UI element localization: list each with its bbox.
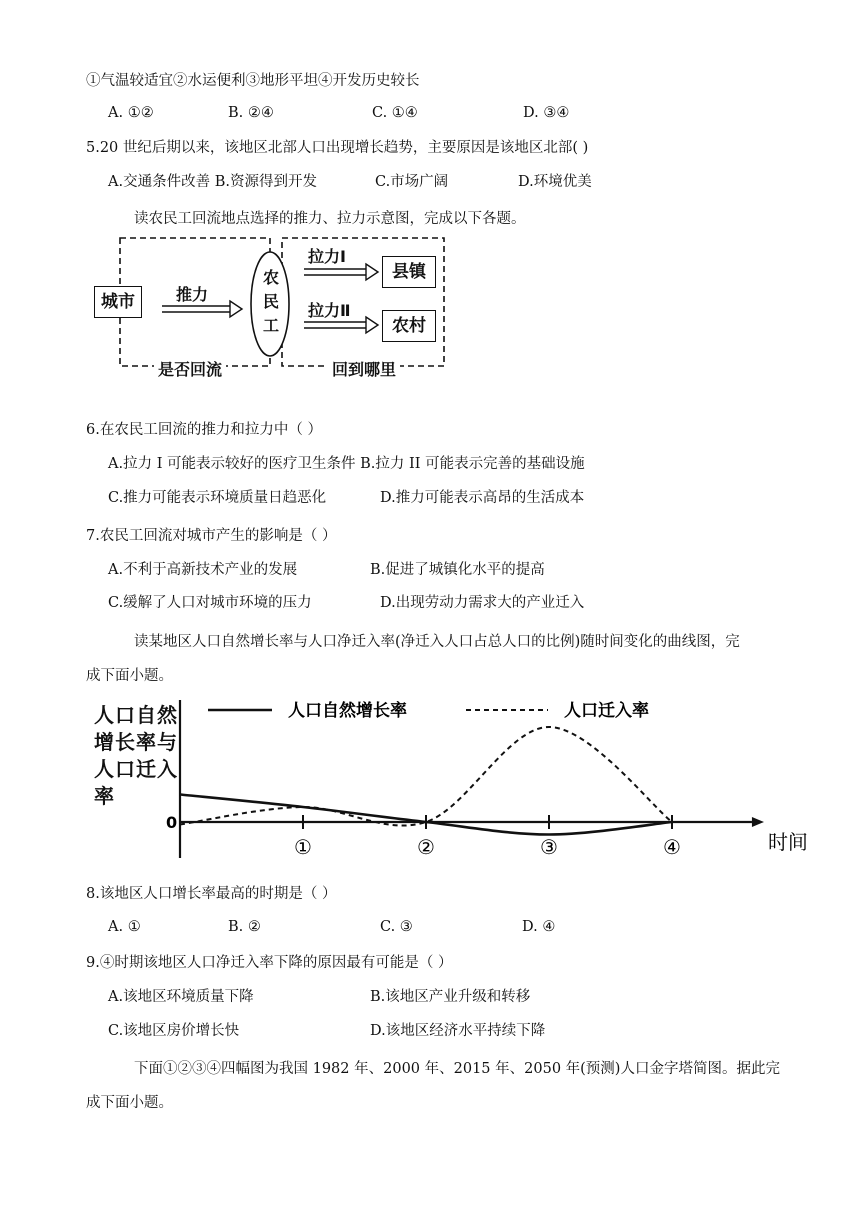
- q6-option-c[interactable]: C.推力可能表示环境质量日趋恶化: [108, 490, 327, 506]
- q9-option-a[interactable]: A.该地区环境质量下降: [108, 989, 254, 1005]
- flow-diagram: [90, 236, 450, 379]
- worker-char-1: 农: [262, 268, 279, 287]
- q7-option-d[interactable]: D.出现劳动力需求大的产业迁入: [380, 595, 585, 611]
- q7-option-b[interactable]: B.促进了城镇化水平的提高: [370, 562, 545, 578]
- q4-option-d[interactable]: D. ③④: [523, 105, 570, 121]
- x-tick-label-1: ①: [294, 835, 312, 859]
- intro-chart-line1: 读某地区人口自然增长率与人口净迁入率(净迁入人口占总人口的比例)随时间变化的曲线图，完: [134, 634, 740, 650]
- q8-stem: 8.该地区人口增长率最高的时期是（ ）: [86, 886, 337, 902]
- q8-option-d[interactable]: D. ④: [522, 919, 556, 935]
- chart-svg: [86, 690, 808, 875]
- legend-label-1: 人口自然增长率: [288, 701, 407, 721]
- q4-stem: ①气温较适宜②水运便利③地形平坦④开发历史较长: [86, 73, 420, 89]
- q9-option-c[interactable]: C.该地区房价增长快: [108, 1023, 240, 1039]
- pull1-label: 拉力Ⅰ: [308, 247, 346, 266]
- q7-option-a[interactable]: A.不利于高新技术产业的发展: [108, 562, 298, 578]
- q6-option-d[interactable]: D.推力可能表示高昂的生活成本: [380, 490, 585, 506]
- q5-option-c[interactable]: C.市场广阔: [375, 174, 449, 190]
- q5-option-d[interactable]: D.环境优美: [518, 174, 592, 190]
- chart-y-label: 人口自然增长率与人口迁入率: [94, 703, 178, 808]
- x-axis-label: 时间: [767, 830, 808, 854]
- q6-stem: 6.在农民工回流的推力和拉力中（ ）: [86, 422, 322, 438]
- x-tick-label-2: ②: [417, 835, 435, 859]
- worker-char-2: 民: [262, 292, 279, 311]
- legend-label-2: 人口迁入率: [564, 701, 649, 721]
- push-label: 推力: [176, 285, 209, 304]
- intro-pyramid-line1: 下面①②③④四幅图为我国 1982 年、2000 年、2015 年、2050 年(预测)人口金字塔简图。据此完: [134, 1061, 780, 1077]
- q9-option-b[interactable]: B.该地区产业升级和转移: [370, 989, 531, 1005]
- zero-label: 0: [166, 813, 178, 832]
- right-caption: 回到哪里: [328, 357, 400, 380]
- x-tick-label-4: ④: [663, 835, 681, 859]
- city-box: 城市: [94, 286, 142, 318]
- q5-option-ab[interactable]: A.交通条件改善 B.资源得到开发: [108, 174, 317, 190]
- series-line-2: [180, 727, 672, 826]
- q4-option-c[interactable]: C. ①④: [372, 105, 418, 121]
- intro-chart-line2: 成下面小题。: [86, 668, 173, 684]
- population-chart: [86, 690, 808, 875]
- q8-option-a[interactable]: A. ①: [108, 919, 141, 935]
- worker-char-3: 工: [262, 316, 279, 335]
- q9-stem: 9.④时期该地区人口净迁入率下降的原因最有可能是（ ）: [86, 955, 453, 971]
- q6-option-ab[interactable]: A.拉力 I 可能表示较好的医疗卫生条件 B.拉力 II 可能表示完善的基础设施: [108, 456, 585, 472]
- q7-option-c[interactable]: C.缓解了人口对城市环境的压力: [108, 595, 312, 611]
- pull2-label: 拉力Ⅱ: [308, 301, 351, 320]
- q8-option-c[interactable]: C. ③: [380, 919, 413, 935]
- q7-stem: 7.农民工回流对城市产生的影响是（ ）: [86, 528, 337, 544]
- x-tick-label-3: ③: [540, 835, 558, 859]
- q5-stem: 5.20 世纪后期以来，该地区北部人口出现增长趋势，主要原因是该地区北部( ): [86, 140, 589, 156]
- intro-pyramid-line2: 成下面小题。: [86, 1095, 173, 1111]
- left-caption: 是否回流: [154, 357, 226, 380]
- q4-option-a[interactable]: A. ①②: [108, 105, 154, 121]
- q4-option-b[interactable]: B. ②④: [228, 105, 274, 121]
- q8-option-b[interactable]: B. ②: [228, 919, 261, 935]
- q9-option-d[interactable]: D.该地区经济水平持续下降: [370, 1023, 546, 1039]
- worker-label: [261, 266, 281, 338]
- village-box: 农村: [382, 310, 436, 342]
- intro-flow-diagram: 读农民工回流地点选择的推力、拉力示意图，完成以下各题。: [134, 211, 526, 227]
- county-box: 县镇: [382, 256, 436, 288]
- x-axis-arrow: [752, 817, 764, 827]
